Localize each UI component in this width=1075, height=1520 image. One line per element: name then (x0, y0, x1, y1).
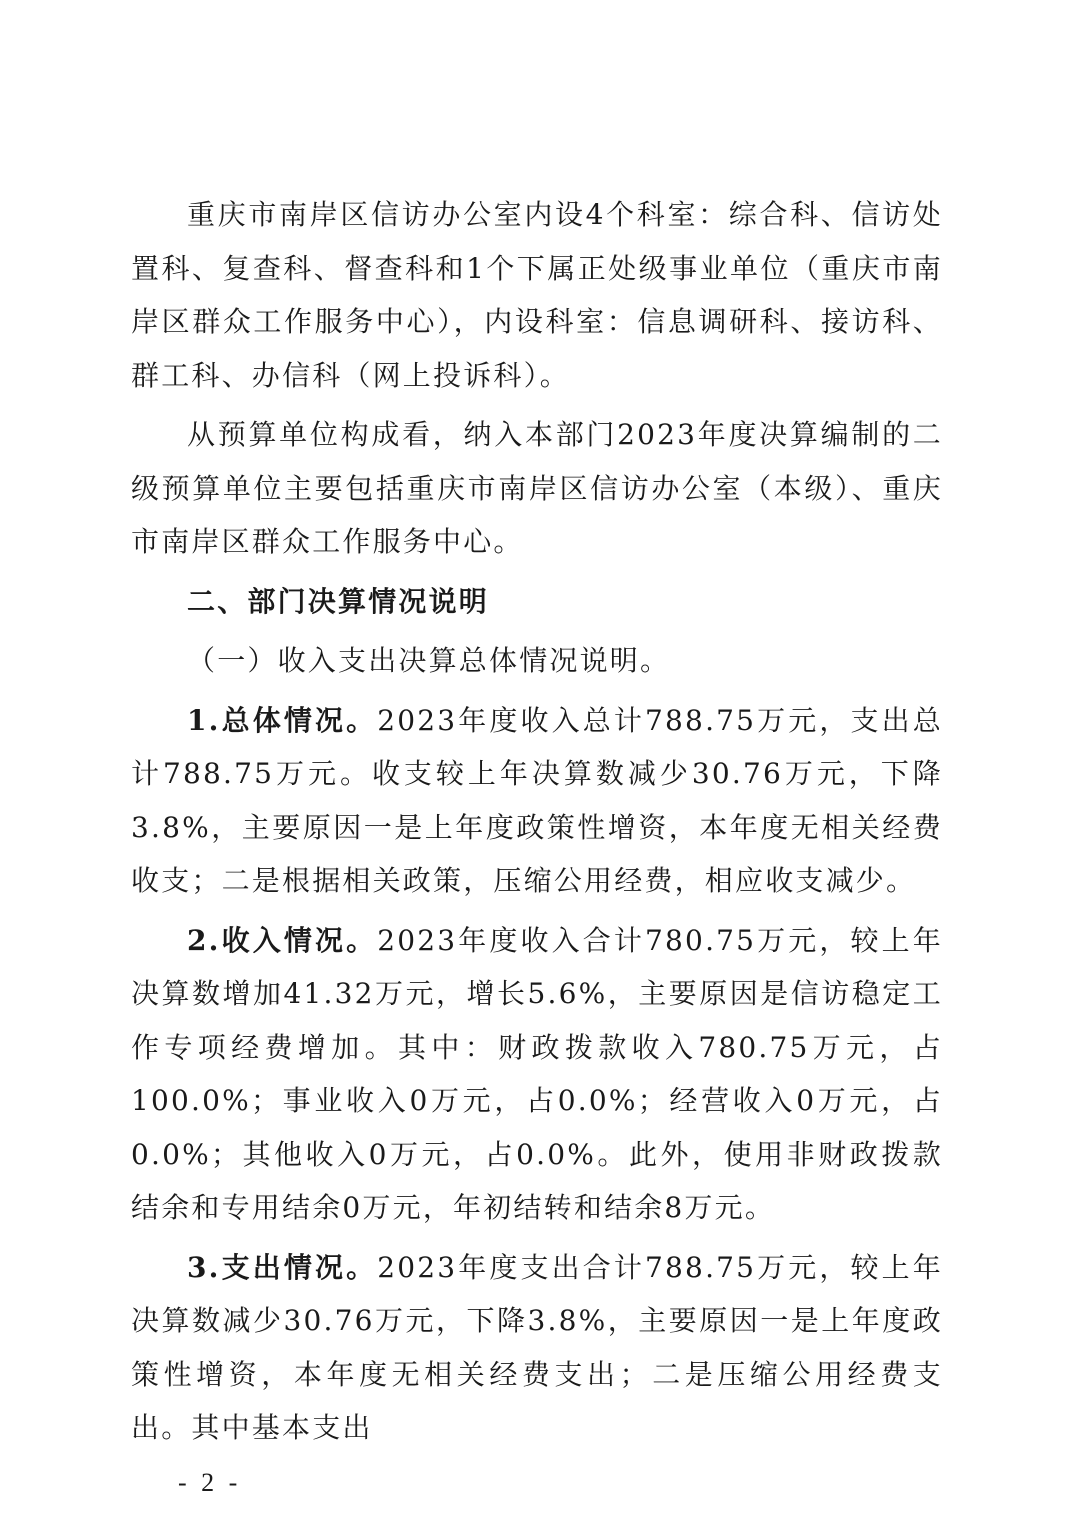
item-income (131, 914, 943, 1235)
paragraph-text: 重庆市南岸区信访办公室内设4个科室：综合科、信访处置科、复查科、督查科和1个下属正处级事业单位（重庆市南岸区群众工作服务中心），内设科室：信息调研科、接访科、群工科、办信科（网上投诉科）。 (131, 198, 943, 392)
section-heading: 二、部门决算情况说明 (187, 584, 490, 618)
item-text: 2023年度收入合计780.75万元，较上年决算数增加41.32万元，增长5.6%，主要原因是信访稳定工作专项经费增加。其中：财政拨款收入780.75万元，占100.0%；事业收入0万元，占0.0%；经营收入0万元，占0.0%；其他收入0万元，占0.0%。此外，使用非财政拨款结余和专用结余0万元，年初结转和结余8万元。 (131, 923, 943, 1224)
item-expenditure (131, 1241, 943, 1455)
paragraph-budget-units (131, 408, 943, 569)
paragraph-text: 从预算单位构成看，纳入本部门2023年度决算编制的二级预算单位主要包括重庆市南岸区信访办公室（本级）、重庆市南岸区群众工作服务中心。 (131, 418, 943, 558)
paragraph-department-structure (131, 188, 943, 402)
item-text: 2023年度收入总计788.75万元，支出总计788.75万元。收支较上年决算数减少30.76万元，下降3.8%，主要原因一是上年度政策性增资，本年度无相关经费收支；二是根据相关政策，压缩公用经费，相应收支减少。 (131, 703, 943, 897)
item-text: 2023年度支出合计788.75万元，较上年决算数减少30.76万元，下降3.8%，主要原因一是上年度政策性增资，本年度无相关经费支出；二是压缩公用经费支出。其中基本支出 (131, 1250, 943, 1444)
page-number: - 2 - (178, 1468, 242, 1497)
item-lead: 1.总体情况。 (187, 703, 378, 737)
item-overall (131, 694, 943, 908)
document-body (131, 188, 943, 1461)
subsection-heading: （一）收入支出决算总体情况说明。 (187, 644, 671, 677)
item-lead: 3.支出情况。 (187, 1250, 378, 1284)
item-lead: 2.收入情况。 (187, 923, 378, 957)
